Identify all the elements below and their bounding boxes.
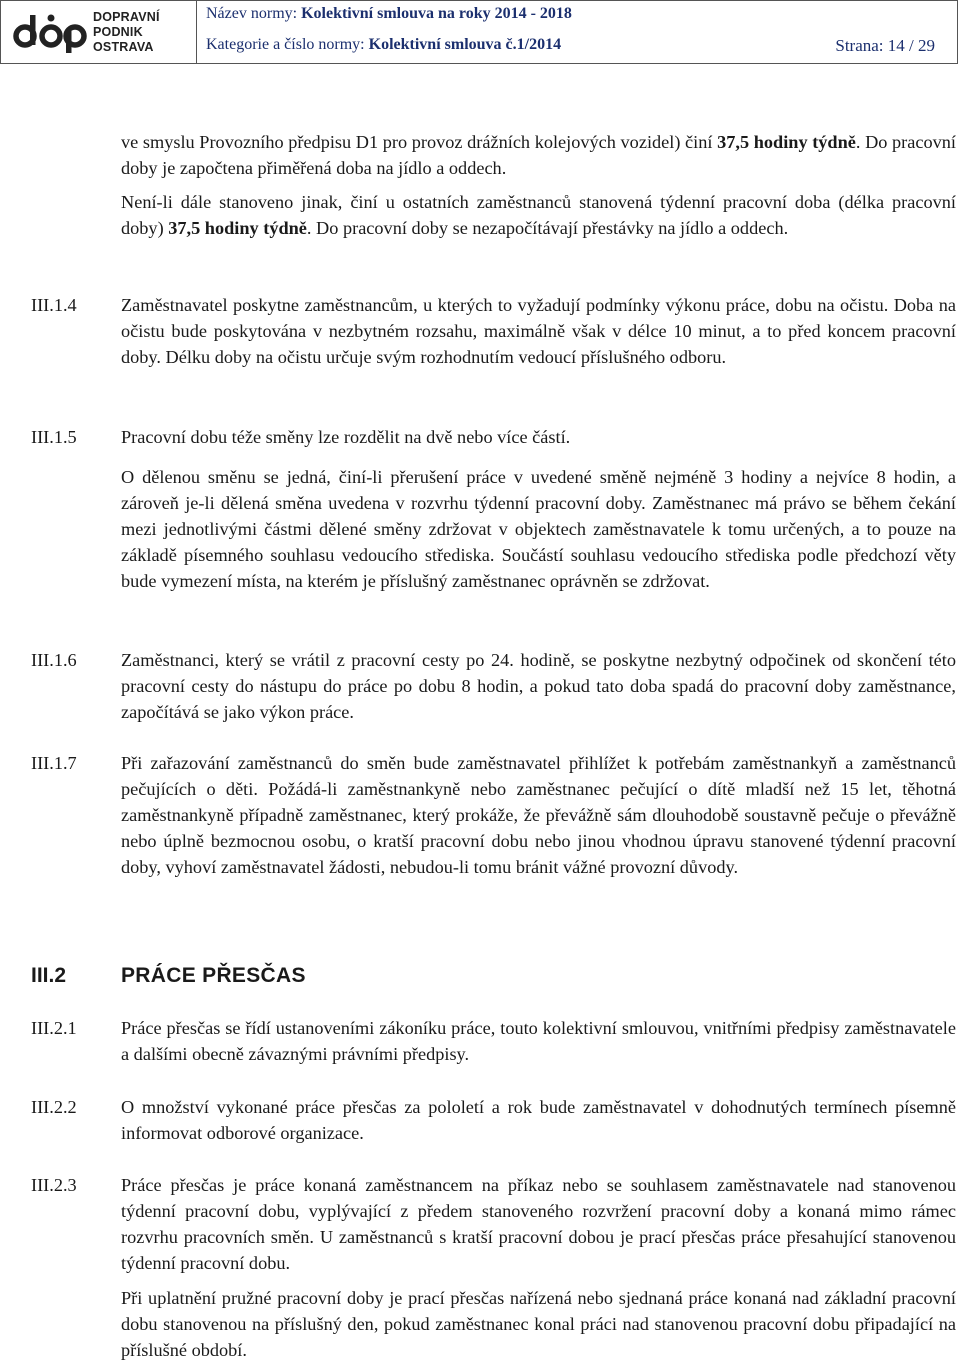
clause-number: III.2.2: [31, 1097, 77, 1117]
paragraph-continued: [121, 129, 956, 181]
clause-text: O množství vykonané práce přesčas za pololetí a rok bude zaměstnavatel v dohodnutých termínech písemně informovat odborové organizace.: [121, 1097, 956, 1143]
clause-text: Při zařazování zaměstnanců do směn bude zaměstnavatel přihlížet k potřebám zaměstnankyň a zaměstnanců pečujících o děti. Požádá-li zaměstnankyně nebo zaměstnanec pečující o dítě mladší než 15 let, těhotná zaměstnankyně případně zaměstnanec, který prokáže, že převážně sám dlouhodobě soustavně pečuje o převážně nebo úplně bezmocnou osobu, o kratší pracovní dobu nebo jinou vhodnou úpravu stanovené týdenní pracovní doby, vyhoví zaměstnavatel žádosti, nebudou-li tomu bránit vážné provozní důvody.: [121, 753, 956, 877]
text-run-bold: 37,5 hodiny týdně: [168, 218, 307, 238]
norm-name-label: Název normy:: [206, 5, 302, 22]
logo-line: DOPRAVNÍ: [93, 10, 160, 24]
section-title: PRÁCE PŘESČAS: [121, 964, 306, 987]
norm-name-value: Kolektivní smlouva na roky 2014 - 2018: [301, 5, 572, 22]
clause-text: Práce přesčas je práce konaná zaměstnancem na příkaz nebo se souhlasem zaměstnavatele nad stanovenou týdenní pracovní dobu, vyplývající z předem stanoveného rozvržení pracovní doby a konaná mimo rámec rozvrhu pracovních směn. U zaměstnanců s kratší pracovní dobou je prací přesčas práce přesahující stanovenou týdenní pracovní dobu.: [121, 1175, 956, 1273]
section-number: III.2: [31, 964, 67, 987]
norm-category-label: Kategorie a číslo normy:: [206, 36, 369, 53]
logo-wordmark: [93, 10, 160, 55]
clause-number: III.2.1: [31, 1018, 77, 1038]
document-header: [0, 0, 958, 64]
header-info: [197, 1, 957, 63]
company-logo: [1, 1, 197, 63]
clause-number: III.1.4: [31, 295, 77, 315]
logo-line: PODNIK: [93, 25, 143, 39]
text-run: . Do pracovní doby se nezapočítávají přestávky na jídlo a oddech.: [306, 218, 789, 238]
clause-text: Práce přesčas se řídí ustanoveními zákoníku práce, touto kolektivní smlouvou, vnitřními předpisy zaměstnavatele a dalšími obecně závaznými právními předpisy.: [121, 1018, 956, 1064]
text-run: ve smyslu Provozního předpisu D1 pro provoz drážních kolejových vozidel) činí: [121, 132, 718, 152]
text-run: Není-li dále stanoveno jinak, činí u ostatních zaměstnanců stanovená týdenní pracovní doba (délka pracovní doby): [121, 192, 956, 238]
norm-name: [206, 5, 572, 23]
clause-text: Zaměstnavatel poskytne zaměstnancům, u kterých to vyžadují podmínky výkonu práce, dobu na očistu. Doba na očistu bude poskytována v nezbytném rozsahu, maximálně však v délce 10 minut, a to před koncem pracovní doby. Délku doby na očistu určuje svým rozhodnutím vedoucí příslušného odboru.: [121, 295, 956, 367]
clause-text: O dělenou směnu se jedná, činí-li přerušení práce v uvedené směně nejméně 3 hodiny a nejvíce 8 hodin, a zároveň je-li dělená směna uvedena v rozvrhu týdenní pracovní doby. Zaměstnanec má právo se během čekání mezi jednotlivými částmi dělené směny zdržovat v objektech zaměstnavatele k tomu určených, a to pouze na základě písemného souhlasu vedoucího střediska. Součástí souhlasu vedoucího střediska podle předchozí věty bude vymezení místa, na kterém je příslušný zaměstnanec oprávněn se zdržovat.: [121, 467, 956, 591]
text-run: . Do pracovní doby je započtena přiměřená doba na jídlo a oddech.: [121, 132, 957, 178]
dpo-logo-icon: [13, 13, 89, 53]
clause-number: III.1.7: [31, 753, 77, 773]
clause-number: III.1.5: [31, 427, 77, 447]
clause-number: III.1.6: [31, 650, 77, 670]
paragraph-other-employees: [121, 189, 956, 241]
page-number: Strana: 14 / 29: [835, 36, 935, 55]
logo-line: OSTRAVA: [93, 40, 154, 54]
clause-text: Zaměstnanci, který se vrátil z pracovní cesty po 24. hodině, se poskytne nezbytný odpočinek od skončení této pracovní cesty do nástupu do práce po dobu 8 hodin, a pokud tato doba spadá do pracovní doby zaměstnance, započítává se jako výkon práce.: [121, 650, 956, 722]
clause-number: III.2.3: [31, 1175, 77, 1195]
clause-text: Pracovní dobu téže směny lze rozdělit na dvě nebo více částí.: [121, 427, 571, 447]
norm-category-value: Kolektivní smlouva č.1/2014: [368, 36, 562, 53]
clause-text: Při uplatnění pružné pracovní doby je prací přesčas nařízená nebo sjednaná práce konaná nad základní pracovní dobu stanovenou na příslušný den, pokud zaměstnanec konal práci nad stanovenou pracovní dobu připadající na příslušné období.: [121, 1288, 956, 1360]
text-run-bold: 37,5 hodiny týdně: [717, 132, 856, 152]
norm-category: [206, 36, 561, 54]
